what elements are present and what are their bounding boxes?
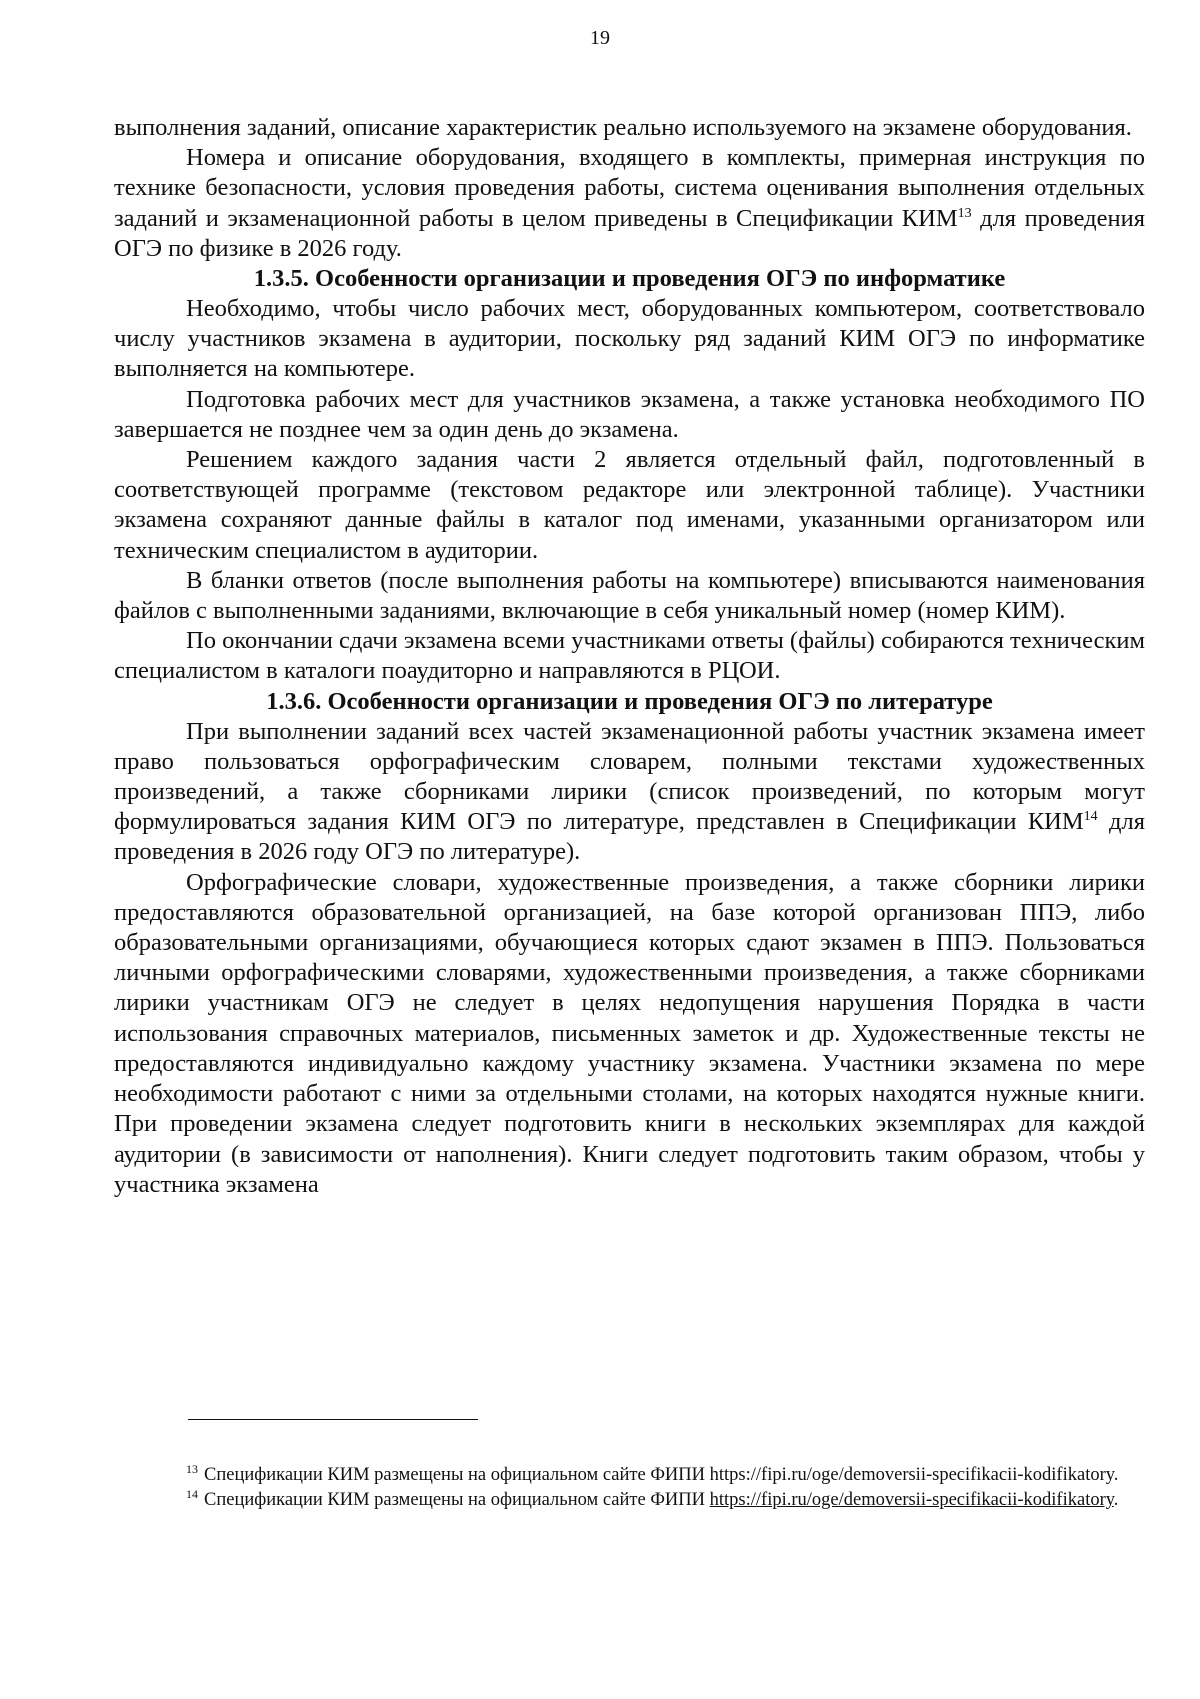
footnote-link[interactable]: https://fipi.ru/oge/demoversii-specifikacii-kodifikatory (709, 1490, 1114, 1510)
section-heading-informatics: 1.3.5. Особенности организации и проведения ОГЭ по информатике (253, 265, 1006, 293)
footnote-ref-13[interactable]: 13 (957, 205, 972, 221)
paragraph-continuation: выполнения заданий, описание характеристик реально используемого на экзамене оборудования. (114, 114, 1132, 141)
footnote-url[interactable]: https://fipi.ru/oge/demoversii-specifikacii-kodifikatory (709, 1465, 1114, 1485)
footnote-tail: . (1113, 1490, 1119, 1510)
footnote-mark: 14 (186, 1486, 198, 1501)
paragraph-tail: для проведения ОГЭ по физике в 2026 году. (114, 204, 1145, 262)
paragraph-files: Решением каждого задания части 2 является отдельный файл, подготовленный в соответствующей программе (текстовом редакторе или электронной таблице). Участники экзамена сохраняют данные файлы в каталог под именами, указанными организатором или техническим специалистом в аудитории. (114, 446, 1145, 564)
footnote-tail: . (1113, 1465, 1119, 1485)
footnote-text: Спецификации КИМ размещены на официальном сайте ФИПИ (204, 1465, 710, 1485)
paragraph-software: Подготовка рабочих мест для участников экзамена, а также установка необходимого ПО завершается не позднее чем за один день до экзамена. (114, 385, 1145, 443)
section-heading-literature: 1.3.6. Особенности организации и проведения ОГЭ по литературе (266, 687, 993, 715)
footnote-mark: 13 (186, 1461, 198, 1476)
footnote-text: Спецификации КИМ размещены на официальном сайте ФИПИ (204, 1490, 710, 1510)
paragraph-text: Номера и описание оборудования, входящего в комплекты, примерная инструкция по технике безопасности, условия проведения работы, система оценивания выполнения отдельных заданий и экзаменационной работы в целом приведены в Спецификации КИМ (114, 144, 1145, 232)
footnote-14 (114, 1488, 1145, 1513)
paragraph-text: При выполнении заданий всех частей экзаменационной работы участник экзамена имеет право пользоваться орфографическим словарем, полными текстами художественных произведений, а также сборниками лирики (список произведений, по которым могут формулироваться задания КИМ ОГЭ по литературе, представлен в Спецификации КИМ (114, 717, 1145, 836)
footnote-ref-14[interactable]: 14 (1083, 809, 1098, 825)
paragraph-workplaces: Необходимо, чтобы число рабочих мест, оборудованных компьютером, соответствовало числу участников экзамена в аудитории, поскольку ряд заданий КИМ ОГЭ по информатике выполняется на компьютере. (114, 295, 1145, 383)
footnote-13 (114, 1463, 1145, 1488)
paragraph-dictionaries: Орфографические словари, художественные произведения, а также сборники лирики предоставляются образовательной организацией, на базе которой организован ППЭ, либо образовательными организациями, обучающиеся которых сдают экзамен в ППЭ. Пользоваться личными орфографическими словарями, художественными произведения, а также сборниками лирики участникам ОГЭ не следует в целях недопущения нарушения Порядка в части использования справочных материалов, письменных заметок и др. Художественные тексты не предоставляются индивидуально каждому участнику экзамена. Участники экзамена по мере необходимости работают с ними за отдельными столами, на которых находятся нужные книги. При проведении экзамена следует подготовить книги в нескольких экземплярах для каждой аудитории (в зависимости от наполнения). Книги следует подготовить таким образом, чтобы у участника экзамена (114, 868, 1145, 1198)
paragraph-literature-rights (114, 717, 1145, 868)
paragraph-equipment (114, 143, 1145, 264)
main-text (114, 113, 1145, 1200)
paragraph-tail: для проведения в 2026 году ОГЭ по литературе). (114, 808, 1145, 866)
footnote-separator (188, 1419, 478, 1420)
footnotes (114, 1463, 1145, 1513)
paragraph-collection: По окончании сдачи экзамена всеми участниками ответы (файлы) собираются техническим специалистом в каталоги поаудиторно и направляются в РЦОИ. (114, 627, 1145, 685)
page-number: 19 (590, 27, 610, 49)
paragraph-answer-forms: В бланки ответов (после выполнения работы на компьютере) вписываются наименования файлов с выполненными заданиями, включающие в себя уникальный номер (номер КИМ). (114, 566, 1145, 625)
